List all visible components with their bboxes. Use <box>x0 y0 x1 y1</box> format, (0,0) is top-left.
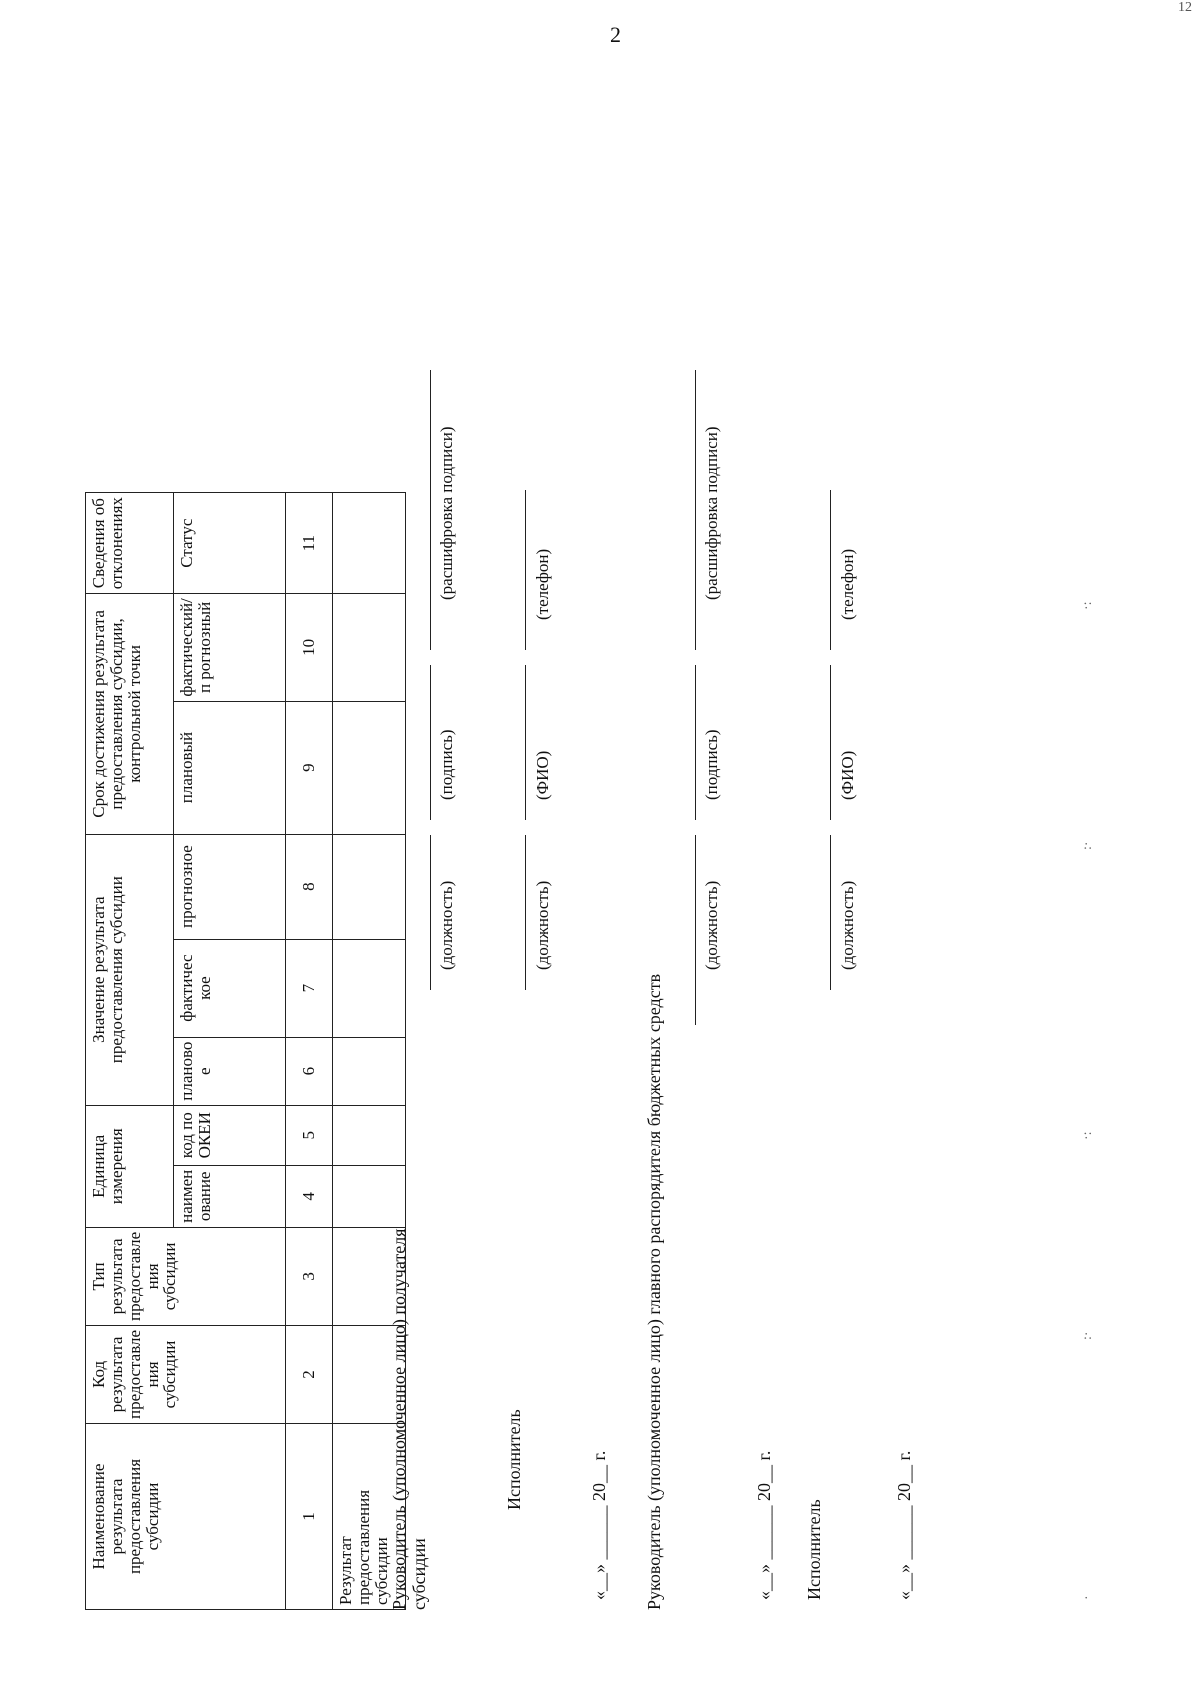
decoding-caption: (расшифровка подписи) <box>702 426 721 600</box>
column-number: 11 <box>286 493 333 594</box>
position-line <box>525 835 526 990</box>
scan-speck: :· <box>1080 1331 1095 1340</box>
header-code: Код результата предоставле ния субсидии <box>86 1325 286 1423</box>
table-cell <box>333 701 406 834</box>
recipient-head-label: Руководитель (уполномоченное лицо) получателя субсидии <box>389 1228 429 1610</box>
scan-speck: · <box>1080 1595 1095 1600</box>
column-number: 4 <box>286 1165 333 1227</box>
position-caption: (должность) <box>533 880 552 970</box>
executor-label: Исполнитель <box>504 1409 524 1510</box>
header-term-fact: фактический/п рогнозный <box>174 594 286 701</box>
column-number: 9 <box>286 701 333 834</box>
table-cell <box>333 939 406 1037</box>
table-cell <box>333 834 406 939</box>
table-cell <box>333 1037 406 1105</box>
phone-line <box>525 490 526 650</box>
decoding-line <box>695 370 696 650</box>
table-cell <box>333 493 406 594</box>
column-number-row <box>286 493 333 1610</box>
column-number: 5 <box>286 1105 333 1165</box>
position-line <box>695 835 696 1025</box>
signature-line <box>695 665 696 820</box>
position-caption: (должность) <box>437 880 456 970</box>
fio-line <box>830 665 831 820</box>
phone-line <box>830 490 831 650</box>
column-number: 6 <box>286 1037 333 1105</box>
header-deviation: Сведения об отклонениях <box>86 493 174 594</box>
date-line: «__» ______ 20__ г. <box>894 1450 914 1600</box>
signature-caption: (подпись) <box>437 729 456 800</box>
phone-caption: (телефон) <box>533 548 552 620</box>
header-unit-okei: код по ОКЕИ <box>174 1105 286 1165</box>
column-number: 3 <box>286 1227 333 1325</box>
header-status: Статус <box>174 493 286 594</box>
column-number: 2 <box>286 1325 333 1423</box>
position-line <box>830 835 831 990</box>
rotated-content <box>85 70 1135 1610</box>
fio-line <box>525 665 526 820</box>
signature-line <box>430 665 431 820</box>
column-number: 8 <box>286 834 333 939</box>
executor-label: Исполнитель <box>804 1499 824 1600</box>
row-name: Результат предоставления субсидии <box>333 1424 406 1610</box>
decoding-caption: (расшифровка подписи) <box>437 426 456 600</box>
fio-caption: (ФИО) <box>838 750 857 800</box>
header-term: Срок достижения результата предоставления субсидии, контрольной точки <box>86 594 174 834</box>
phone-caption: (телефон) <box>838 548 857 620</box>
corner-mark: 12 <box>1178 0 1192 15</box>
signature-caption: (подпись) <box>702 729 721 800</box>
scan-speck: ·: <box>1080 601 1095 610</box>
column-number: 7 <box>286 939 333 1037</box>
column-number: 10 <box>286 594 333 701</box>
column-number: 1 <box>286 1424 333 1610</box>
position-line <box>430 835 431 990</box>
position-caption: (должность) <box>702 880 721 970</box>
gov-head-label: Руководитель (уполномоченное лицо) главного распорядителя бюджетных средств <box>644 973 664 1610</box>
scan-speck: :· <box>1080 841 1095 850</box>
page-number: 2 <box>610 22 621 47</box>
header-term-plan: плановый <box>174 701 286 834</box>
date-line: «__» ______ 20__ г. <box>754 1450 774 1600</box>
header-unit-name: наимен ование <box>174 1165 286 1227</box>
decoding-line <box>430 370 431 650</box>
header-value-fact: фактичес кое <box>174 939 286 1037</box>
header-unit: Единица измерения <box>86 1105 174 1227</box>
table-cell <box>333 1105 406 1165</box>
header-value: Значение результата предоставления субсидии <box>86 834 174 1105</box>
header-name: Наименование результата предоставления субсидии <box>86 1424 286 1610</box>
fio-caption: (ФИО) <box>533 750 552 800</box>
scan-speck: ·: <box>1080 1131 1095 1140</box>
header-type: Тип результата предоставле ния субсидии <box>86 1227 286 1325</box>
table-cell <box>333 594 406 701</box>
date-line: «__» ______ 20__ г. <box>589 1450 609 1600</box>
results-table <box>85 492 406 1610</box>
header-value-plan: планово е <box>174 1037 286 1105</box>
position-caption: (должность) <box>838 880 857 970</box>
header-value-forecast: прогнозное <box>174 834 286 939</box>
